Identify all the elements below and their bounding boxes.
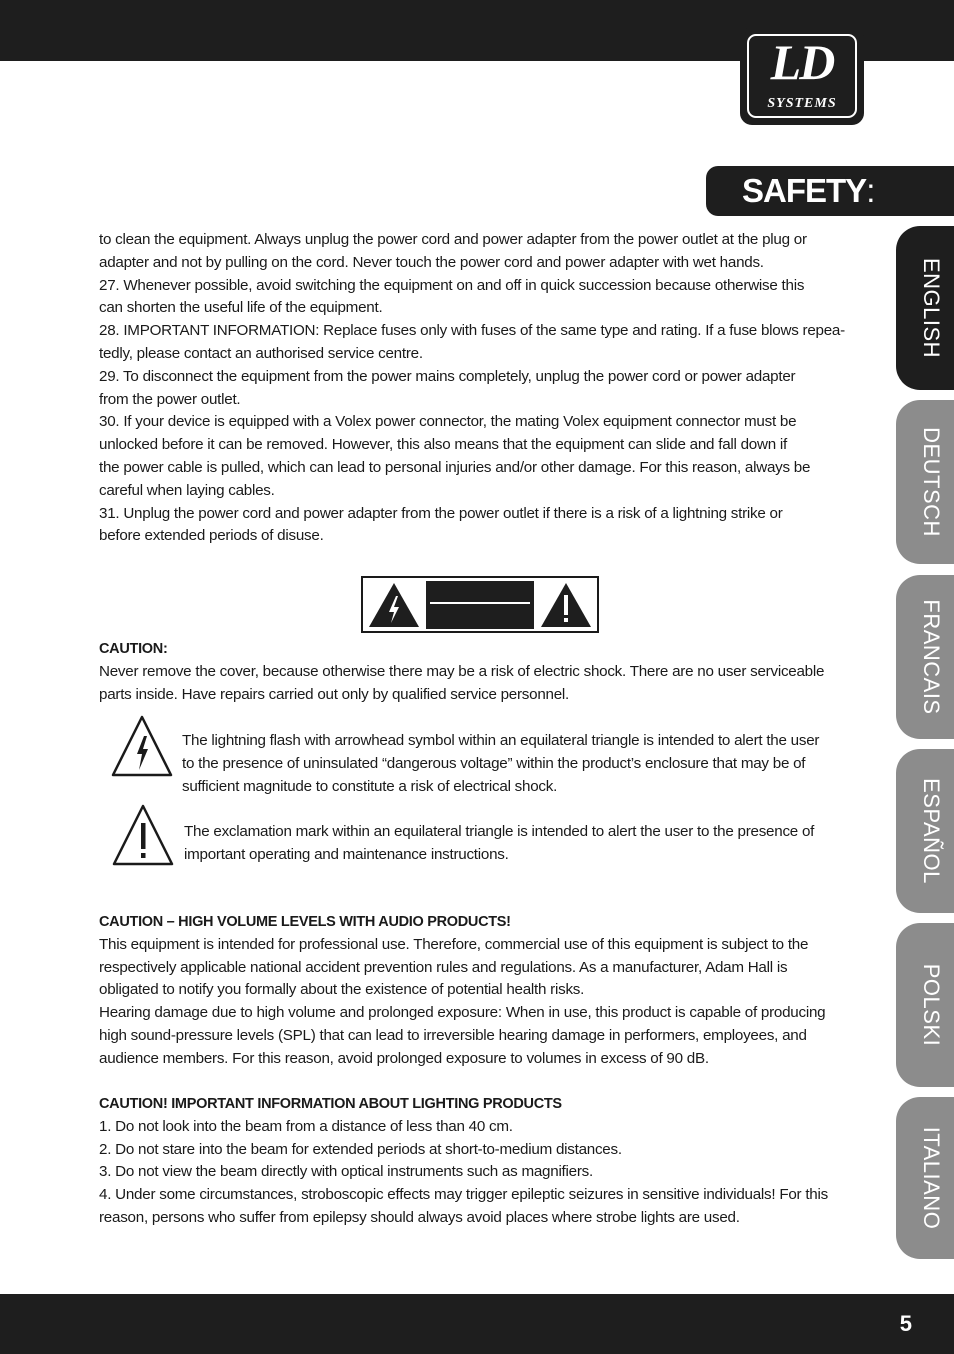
exclamation-symbol-text: [184, 821, 864, 867]
lightning-warning-icon: [367, 581, 421, 629]
section-title-colon: :: [866, 172, 875, 209]
text-line: tedly, please contact an authorised service centre.: [99, 344, 423, 362]
text-line: parts inside. Have repairs carried out only by qualified service personnel.: [99, 685, 570, 703]
tab-polski-label: POLSKI: [919, 963, 944, 1047]
tab-espanol[interactable]: [896, 749, 954, 913]
tab-italiano[interactable]: [896, 1097, 954, 1259]
text-line: adapter and not by pulling on the cord. Never touch the power cord and power adapter with wet hands.: [99, 253, 764, 271]
lightning-symbol-text: [182, 730, 862, 798]
text-line: high sound-pressure levels (SPL) that can lead to irreversible hearing damage in performers, employees, and: [99, 1026, 807, 1044]
text-line: 4. Under some circumstances, stroboscopic effects may trigger epileptic seizures in sensitive individuals! For this: [99, 1186, 828, 1204]
text-line: can shorten the useful life of the equipment.: [99, 299, 383, 317]
text-line: 30. If your device is equipped with a Volex power connector, the mating Volex equipment connector must be: [99, 413, 797, 431]
text-line: sufficient magnitude to constitute a risk of electrical shock.: [182, 777, 558, 795]
section-title-text: SAFETY: [742, 172, 867, 209]
tab-espanol-label: ESPAÑOL: [919, 778, 944, 884]
warning-label-panel: [426, 581, 534, 629]
lighting-section: [99, 1093, 861, 1230]
lighting-heading: CAUTION! IMPORTANT INFORMATION ABOUT LIGHTING PRODUCTS: [99, 1096, 562, 1112]
tab-polski[interactable]: [896, 923, 954, 1087]
safety-items: [99, 229, 861, 548]
volume-section: [99, 911, 861, 1071]
text-line: 29. To disconnect the equipment from the power mains completely, unplug the power cord or power adapter: [99, 367, 796, 385]
text-line: audience members. For this reason, avoid prolonged exposure to volumes in excess of 90 dB.: [99, 1049, 709, 1067]
text-line: to clean the equipment. Always unplug the power cord and power adapter from the power outlet at the plug or: [99, 231, 807, 248]
caution-heading: CAUTION:: [99, 641, 168, 657]
text-line: careful when laying cables.: [99, 481, 275, 499]
tab-deutsch-label: DEUTSCH: [919, 427, 944, 537]
bottom-bar: [0, 1294, 954, 1354]
section-title: [742, 172, 874, 210]
text-line: Hearing damage due to high volume and prolonged exposure: When in use, this product is capable of producing: [99, 1004, 826, 1022]
tab-francais-label: FRANCAIS: [919, 599, 944, 715]
text-line: before extended periods of disuse.: [99, 527, 324, 545]
text-line: 28. IMPORTANT INFORMATION: Replace fuses only with fuses of the same type and rating. If a fuse blows repea-: [99, 322, 845, 340]
text-line: 1. Do not look into the beam from a distance of less than 40 cm.: [99, 1117, 513, 1135]
text-line: Never remove the cover, because otherwise there may be a risk of electric shock. There are no user serviceable: [99, 662, 825, 680]
ld-systems-logo: [740, 27, 864, 125]
warning-label: [361, 576, 599, 633]
caution-section: [99, 638, 861, 706]
text-line: respectively applicable national accident prevention rules and regulations. As a manufacturer, Adam Hall is: [99, 958, 788, 976]
tab-italiano-label: ITALIANO: [919, 1126, 944, 1230]
section-title-tab: [706, 166, 954, 216]
volume-heading: CAUTION – HIGH VOLUME LEVELS WITH AUDIO PRODUCTS!: [99, 914, 511, 930]
text-line: The lightning flash with arrowhead symbol within an equilateral triangle is intended to alert the user: [182, 732, 820, 749]
text-line: important operating and maintenance instructions.: [184, 845, 509, 863]
text-line: the power cable is pulled, which can lead to personal injuries and/or other damage. For this reason, always be: [99, 458, 811, 476]
text-line: The exclamation mark within an equilateral triangle is intended to alert the user to the presence of: [184, 823, 815, 840]
text-line: from the power outlet.: [99, 390, 241, 408]
logo-sub: SYSTEMS: [767, 96, 837, 111]
exclamation-warning-icon: [539, 581, 593, 629]
lightning-triangle-icon: [110, 714, 174, 778]
text-line: reason, persons who suffer from epilepsy should always avoid places where strobe lights are used.: [99, 1208, 740, 1226]
tab-deutsch[interactable]: [896, 400, 954, 564]
page-number: 5: [899, 1311, 912, 1336]
warning-label-divider: [430, 602, 530, 604]
text-line: 2. Do not stare into the beam for extended periods at short-to-medium distances.: [99, 1140, 622, 1158]
text-line: to the presence of uninsulated “dangerous voltage” within the product’s enclosure that may be of: [182, 754, 806, 772]
text-line: 31. Unplug the power cord and power adapter from the power outlet if there is a risk of a lightning strike or: [99, 504, 783, 522]
text-line: obligated to notify you formally about the existence of potential health risks.: [99, 981, 585, 999]
tab-english[interactable]: [896, 226, 954, 390]
exclamation-triangle-icon: [111, 803, 175, 867]
text-line: This equipment is intended for professional use. Therefore, commercial use of this equipment is subject to the: [99, 935, 809, 953]
text-line: 27. Whenever possible, avoid switching the equipment on and off in quick succession because otherwise this: [99, 276, 805, 294]
tab-english-label: ENGLISH: [919, 257, 944, 359]
text-line: 3. Do not view the beam directly with optical instruments such as magnifiers.: [99, 1163, 593, 1181]
text-line: unlocked before it can be removed. However, this also means that the equipment can slide and fall down if: [99, 436, 787, 454]
tab-francais[interactable]: [896, 575, 954, 739]
logo-main: LD: [770, 34, 834, 90]
